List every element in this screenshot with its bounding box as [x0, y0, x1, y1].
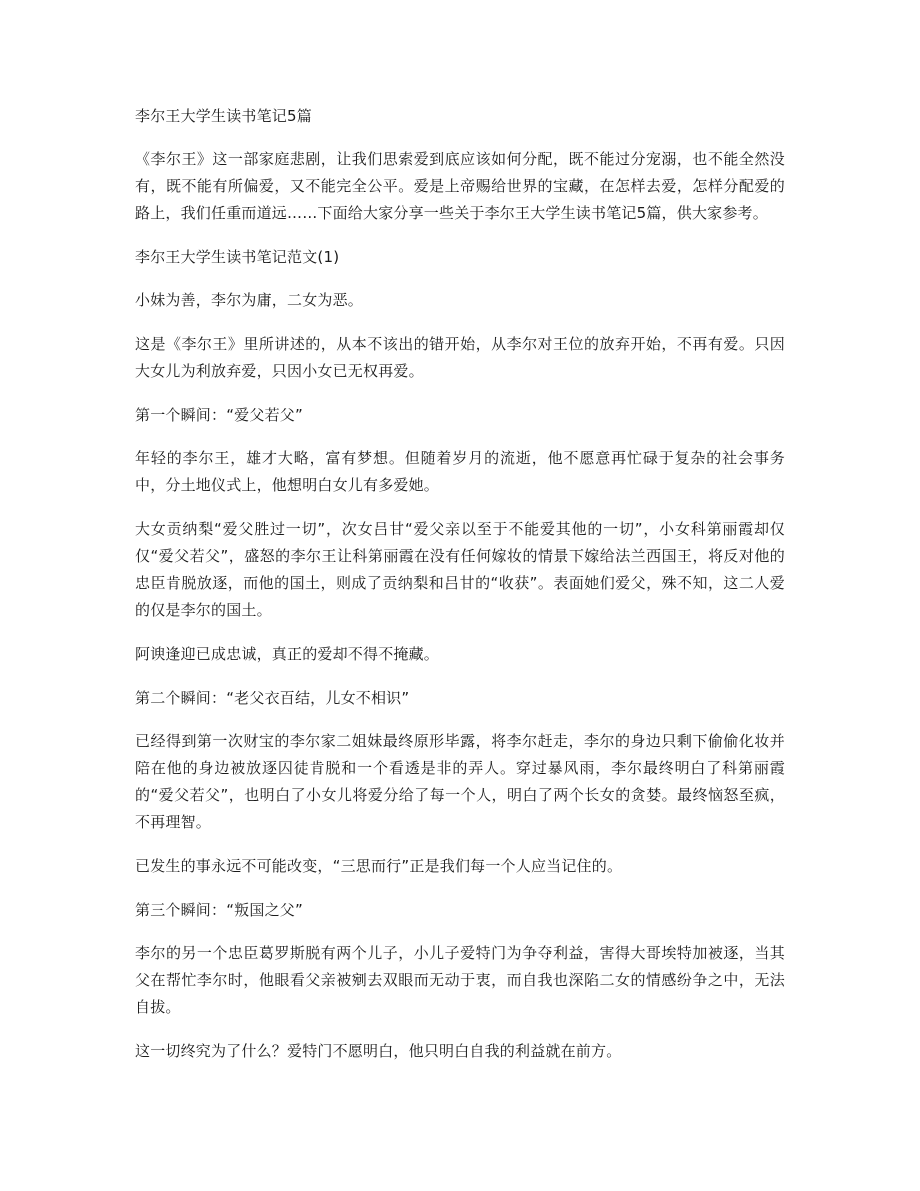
- paragraph: 已经得到第一次财宝的李尔家二姐妹最终原形毕露，将李尔赶走，李尔的身边只剩下偷偷化妆并陪在他的身边被放逐囚徒肯脱和一个看透是非的弄人。穿过暴风雨，李尔最终明白了科第丽霞的“爱父若父”，也明白了小女儿将爱分给了每一个人，明白了两个长女的贪婪。最终恼怒至疯，不再理智。: [135, 732, 785, 831]
- moment-heading: 第三个瞬间：“叛国之父”: [135, 901, 303, 919]
- moment-heading: 第二个瞬间：“老父衣百结，儿女不相识”: [135, 689, 410, 707]
- intro-paragraph: 《李尔王》这一部家庭悲剧，让我们思索爱到底应该如何分配，既不能过分宠溺，也不能全然没有，既不能有所偏爱，又不能完全公平。爱是上帝赐给世界的宝藏，在怎样去爱，怎样分配爱的路上，我们任重而道远……下面给大家分享一些关于李尔王大学生读书笔记5篇，供大家参考。: [135, 150, 785, 222]
- paragraph: 已发生的事永远不可能改变，“三思而行”正是我们每一个人应当记住的。: [135, 857, 623, 875]
- paragraph: 年轻的李尔王，雄才大略，富有梦想。但随着岁月的流逝，他不愿意再忙碌于复杂的社会事务中，分土地仪式上，他想明白女儿有多爱她。: [135, 449, 785, 494]
- paragraph: 这一切终究为了什么？爱特门不愿明白，他只明白自我的利益就在前方。: [135, 1042, 622, 1060]
- paragraph: 李尔的另一个忠臣葛罗斯脱有两个儿子，小儿子爱特门为争夺利益，害得大哥埃特加被逐，当其父在帮忙李尔时，他眼看父亲被剜去双眼而无动于衷，而自我也深陷二女的情感纷争之中，无法自拔。: [135, 944, 785, 1016]
- paragraph: 这是《李尔王》里所讲述的，从本不该出的错开始，从李尔对王位的放弃开始，不再有爱。只因大女儿为利放弃爱，只因小女已无权再爱。: [135, 335, 785, 380]
- document-body: [135, 103, 785, 1082]
- paragraph: 阿谀逢迎已成忠诚，真正的爱却不得不掩藏。: [135, 645, 440, 663]
- section-heading: 李尔王大学生读书笔记范文(1): [135, 248, 340, 266]
- paragraph: 大女贡纳梨“爱父胜过一切”，次女吕甘“爱父亲以至于不能爱其他的一切”，小女科第丽霞却仅仅“爱父若父”，盛怒的李尔王让科第丽霞在没有任何嫁妆的情景下嫁给法兰西国王，将反对他的忠臣肯脱放逐，而他的国土，则成了贡纳梨和吕甘的“收获”。表面她们爱父，殊不知，这二人爱的仅是李尔的国土。: [135, 520, 785, 619]
- paragraph: 小妹为善，李尔为庸，二女为恶。: [135, 291, 364, 309]
- document-title: 李尔王大学生读书笔记5篇: [135, 107, 312, 125]
- moment-heading: 第一个瞬间：“爱父若父”: [135, 406, 303, 424]
